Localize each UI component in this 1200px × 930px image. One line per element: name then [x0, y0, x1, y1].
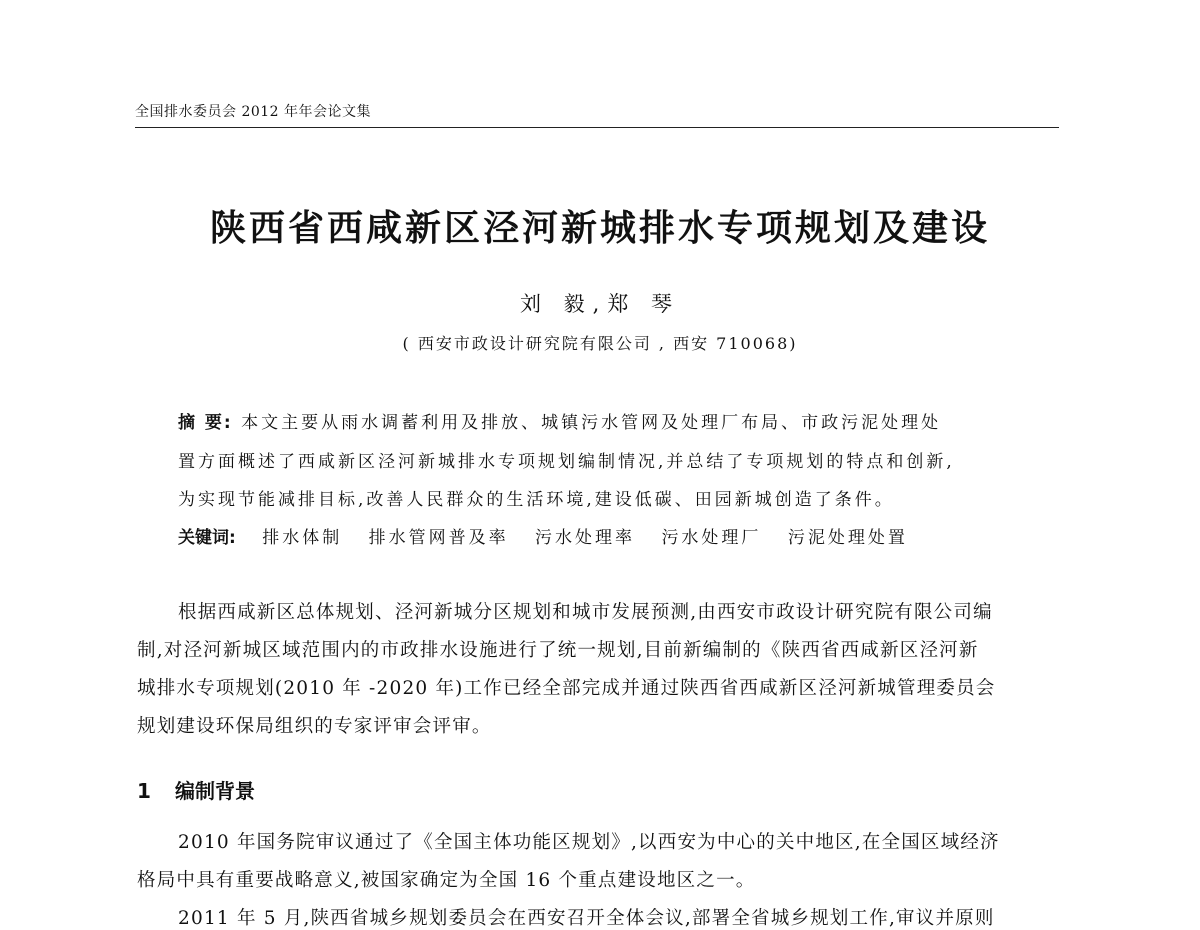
keyword: 污泥处理处置 — [787, 528, 908, 548]
body-line: 城排水专项规划(2010 年 -2020 年)工作已经全部完成并通过陕西省西咸新区泾河新城管理委员会 — [137, 678, 996, 699]
affiliation: ( 西安市政设计研究院有限公司 , 西安 710068) — [402, 334, 798, 353]
body-line: 格局中具有重要战略意义,被国家确定为全国 16 个重点建设地区之一。 — [137, 870, 756, 891]
abstract-label: 摘 要: — [178, 413, 233, 433]
abstract-line: 为实现节能减排目标,改善人民群众的生活环境,建设低碳、田园新城创造了条件。 — [178, 490, 895, 510]
abstract-line: 置方面概述了西咸新区泾河新城排水专项规划编制情况,并总结了专项规划的特点和创新, — [178, 452, 955, 472]
running-header: 全国排水委员会 2012 年年会论文集 — [135, 101, 1059, 128]
keyword: 污水处理率 — [535, 528, 636, 548]
body-line: 2011 年 5 月,陕西省城乡规划委员会在西安召开全体会议,部署全省城乡规划工作,审议并原则 — [178, 908, 995, 929]
keywords-label: 关键词: — [178, 528, 236, 548]
keywords-line — [178, 523, 908, 548]
paper-title: 陕西省西咸新区泾河新城排水专项规划及建设 — [209, 208, 990, 249]
body-line: 根据西咸新区总体规划、泾河新城分区规划和城市发展预测,由西安市政设计研究院有限公司编 — [178, 602, 993, 623]
body-line: 制,对泾河新城区域范围内的市政排水设施进行了统一规划,目前新编制的《陕西省西咸新区泾河新 — [137, 640, 979, 661]
abstract-text: 本文主要从雨水调蓄利用及排放、城镇污水管网及处理厂布局、市政污泥处理处 — [241, 413, 942, 433]
section-number: 1 — [137, 779, 151, 803]
keyword: 排水体制 — [262, 528, 343, 548]
section-heading — [137, 775, 255, 804]
authors: 刘 毅,郑 琴 — [519, 292, 681, 316]
section-title: 编制背景 — [175, 779, 255, 803]
body-line: 2010 年国务院审议通过了《全国主体功能区规划》,以西安为中心的关中地区,在全国区域经济 — [178, 832, 1000, 853]
abstract-line — [178, 408, 941, 433]
keyword: 排水管网普及率 — [368, 528, 509, 548]
keyword: 污水处理厂 — [661, 528, 762, 548]
body-line: 规划建设环保局组织的专家评审会评审。 — [137, 716, 492, 737]
